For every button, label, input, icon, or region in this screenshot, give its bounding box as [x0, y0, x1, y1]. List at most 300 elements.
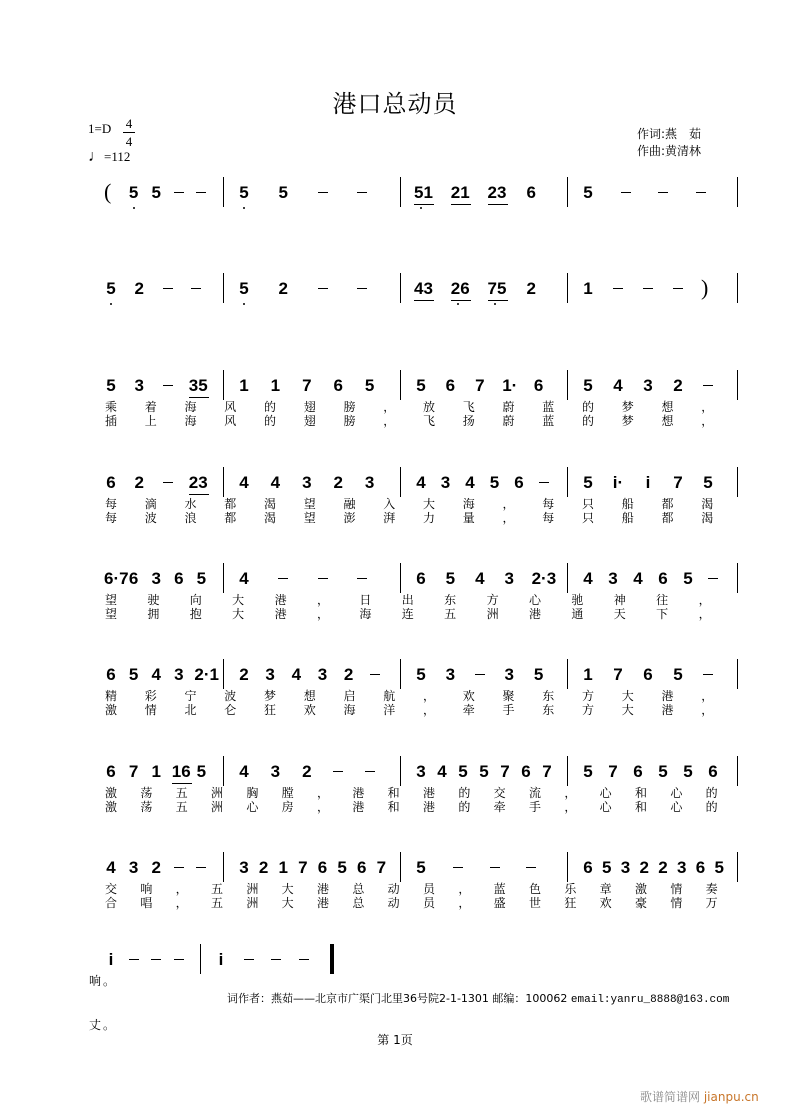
lyric-char: 每	[104, 511, 117, 525]
lyric-char: 每	[542, 511, 555, 525]
lyric-char: 驶	[147, 593, 160, 607]
dash	[658, 192, 668, 193]
note: 5	[196, 569, 207, 588]
note: i	[645, 473, 651, 492]
lyric-char: 情	[670, 882, 683, 896]
note: 4	[633, 569, 643, 588]
note: 6	[445, 376, 456, 395]
lyric-char: 梦	[263, 689, 276, 703]
note: 6	[643, 665, 653, 684]
note: 6	[533, 376, 544, 395]
note: 3	[302, 473, 312, 492]
dash	[333, 771, 343, 772]
lyric-char: 只	[581, 497, 594, 511]
note: 5	[683, 569, 693, 588]
note: 6	[633, 762, 643, 781]
note: 2	[673, 376, 683, 395]
key-signature: 1=D	[88, 121, 112, 136]
note: 2	[134, 279, 144, 298]
lyric-char: 盛	[493, 896, 506, 910]
lyric-char: 通	[571, 607, 584, 621]
eighth-underline	[414, 300, 434, 301]
lyric-char: ，	[502, 511, 515, 525]
dash	[613, 288, 623, 289]
note: 3	[445, 665, 456, 684]
lyric-char: ，	[701, 400, 714, 414]
note: 3	[440, 473, 451, 492]
lyric-char: 港	[274, 607, 287, 621]
note: 5	[416, 376, 426, 395]
note: 6	[708, 762, 718, 781]
note: 2	[302, 762, 312, 781]
note: 5	[106, 376, 116, 395]
note: 6	[583, 858, 593, 877]
lyric-char: ，	[701, 703, 714, 717]
lyric-char: 港	[352, 786, 365, 800]
lyric-char: ，	[316, 607, 329, 621]
note: 2	[278, 279, 288, 298]
note: 6	[514, 473, 524, 492]
lyric-char: 心	[599, 786, 612, 800]
low-octave-dot	[420, 207, 422, 209]
dash	[191, 288, 201, 289]
note: i	[108, 950, 114, 969]
note: 4	[613, 376, 623, 395]
lyric-char: 的	[263, 414, 276, 428]
lyric-char: 员	[422, 882, 435, 896]
lyric-char: 荡	[140, 786, 153, 800]
lyric-char: 每	[542, 497, 555, 511]
dash	[244, 959, 254, 960]
lyric-char: 港	[661, 703, 674, 717]
note: 3	[416, 762, 426, 781]
eighth-underline	[189, 397, 209, 398]
note: 5	[278, 183, 288, 202]
lyric-char: 方	[581, 689, 594, 703]
page-number: 第 1页	[377, 1033, 413, 1047]
lyric-char: 都	[224, 497, 237, 511]
lyric-char: 大	[232, 607, 245, 621]
lyric-char: 渴	[263, 511, 276, 525]
lyric-char: 世	[528, 896, 541, 910]
lyric-char: 和	[387, 800, 400, 814]
dash	[129, 959, 139, 960]
lyric-char: 航	[383, 689, 396, 703]
note: 7	[128, 762, 139, 781]
note: 7	[542, 762, 552, 781]
lyric-char: 的	[458, 800, 471, 814]
paren: (	[104, 179, 112, 204]
note: 6	[333, 376, 343, 395]
dash	[278, 578, 288, 579]
note: 2	[333, 473, 343, 492]
dash	[703, 385, 713, 386]
lyric-char: 东	[542, 689, 555, 703]
barline	[567, 852, 568, 882]
note: 6	[521, 762, 531, 781]
lyric-char: 精	[104, 689, 117, 703]
lyric-char: 量	[462, 511, 475, 525]
barline	[567, 659, 568, 689]
lyric-char: 欢	[303, 703, 316, 717]
lyric-char: 港	[316, 896, 329, 910]
lyric-char: 抱	[189, 607, 202, 621]
lyric-char: 翅	[303, 400, 316, 414]
lyric-char: ，	[422, 689, 435, 703]
lyric-char: 乘	[104, 400, 117, 414]
lyric-char: 波	[144, 511, 157, 525]
note: 5	[583, 473, 593, 492]
lyric-char: 方	[581, 703, 594, 717]
barline	[567, 177, 568, 207]
lyric-char: 。	[102, 1018, 115, 1032]
note: 5	[583, 762, 593, 781]
barline	[737, 852, 738, 882]
note: 26	[450, 279, 470, 298]
note: 5	[196, 762, 207, 781]
note: 5	[533, 665, 544, 684]
score-line	[0, 275, 790, 339]
lyric-char: 北	[184, 703, 197, 717]
quarter-note-icon: ♩	[88, 148, 104, 165]
note: 2	[134, 473, 144, 492]
barline	[223, 756, 224, 786]
lyric-char: 大	[281, 896, 294, 910]
eighth-underline	[189, 494, 209, 495]
note: 5	[239, 183, 249, 202]
lyric-char: 荡	[140, 800, 153, 814]
barline	[737, 563, 738, 593]
eighth-underline	[451, 300, 471, 301]
lyric-char: 心	[599, 800, 612, 814]
barline	[200, 944, 201, 974]
lyric-char: 港	[661, 689, 674, 703]
note: 3	[504, 569, 514, 588]
lyric-char: 牵	[462, 703, 475, 717]
note: 5	[416, 858, 426, 877]
note: 5	[416, 665, 426, 684]
lyric-char: 大	[621, 703, 634, 717]
barline	[737, 370, 738, 400]
dash	[163, 288, 173, 289]
barline	[400, 467, 401, 497]
note: 23	[188, 473, 208, 492]
lyric-char: 响	[88, 974, 101, 988]
lyric-char: 蓝	[542, 414, 555, 428]
note: 5	[239, 279, 249, 298]
lyric-char: 融	[343, 497, 356, 511]
barline	[567, 370, 568, 400]
lyric-char: 流	[528, 786, 541, 800]
lyric-char: 聚	[502, 689, 515, 703]
note: 2·1	[194, 665, 219, 684]
lyric-char: 下	[656, 607, 669, 621]
lyric-char: 港	[316, 882, 329, 896]
dash	[174, 867, 184, 868]
note: 5	[445, 569, 456, 588]
lyric-char: 动	[387, 882, 400, 896]
lyric-char: 入	[383, 497, 396, 511]
barline	[223, 467, 224, 497]
lyric-char: 出	[401, 593, 414, 607]
lyric-char: 情	[144, 703, 157, 717]
score-line	[0, 179, 790, 243]
lyric-char: 激	[104, 800, 117, 814]
lyric-char: 牵	[493, 800, 506, 814]
barline	[737, 177, 738, 207]
dash	[271, 959, 281, 960]
lyric-char: 和	[634, 786, 647, 800]
lyric-char: 水	[184, 497, 197, 511]
lyric-char: 手	[502, 703, 515, 717]
lyric-char: 望	[303, 511, 316, 525]
lyric-char: 船	[621, 497, 634, 511]
lyric-char: 想	[661, 400, 674, 414]
lyric-char: 波	[224, 689, 237, 703]
dash	[151, 959, 161, 960]
note: 7	[500, 762, 510, 781]
barline	[400, 852, 401, 882]
lyric-char: 渴	[701, 511, 714, 525]
note: 3	[317, 665, 328, 684]
lyric-char: 力	[422, 511, 435, 525]
note: 4	[475, 569, 485, 588]
lyric-char: ，	[701, 689, 714, 703]
note: 3	[151, 569, 161, 588]
lyric-char: 拥	[147, 607, 160, 621]
paren: )	[701, 275, 709, 300]
barline	[223, 370, 224, 400]
barline	[223, 177, 224, 207]
note: 4	[106, 858, 116, 877]
lyric-char: 风	[224, 414, 237, 428]
lyric-char: 方	[486, 593, 499, 607]
note: 5	[364, 376, 375, 395]
lyric-char: 色	[528, 882, 541, 896]
lyric-char: 驰	[571, 593, 584, 607]
dash	[357, 578, 367, 579]
lyric-char: 豪	[634, 896, 647, 910]
lyric-char: 大	[281, 882, 294, 896]
note: 4	[465, 473, 475, 492]
lyric-char: 都	[661, 497, 674, 511]
lyric-char: 港	[422, 786, 435, 800]
lyric-char: 章	[599, 882, 612, 896]
dash	[299, 959, 309, 960]
lyric-char: 。	[102, 974, 115, 988]
credits	[637, 126, 701, 160]
note: 6	[317, 858, 328, 877]
lyric-char: 蓝	[493, 882, 506, 896]
lyric-char: 浪	[184, 511, 197, 525]
dash	[318, 192, 328, 193]
dash	[174, 192, 184, 193]
lyricist: 作词:燕 茹	[637, 127, 702, 141]
note: 5	[479, 762, 489, 781]
note: 1	[239, 376, 249, 395]
lyric-char: 海	[359, 607, 372, 621]
lyric-char: 湃	[383, 511, 396, 525]
note: 4	[239, 762, 249, 781]
lyric-char: ，	[175, 882, 188, 896]
note: 3	[174, 665, 184, 684]
lyric-char: 万	[705, 896, 718, 910]
note: 3	[128, 858, 139, 877]
lyric-char: 滴	[144, 497, 157, 511]
note: 4	[583, 569, 593, 588]
note: 4	[239, 473, 249, 492]
lyric-char: 港	[274, 593, 287, 607]
lyric-char: 丈	[88, 1018, 101, 1032]
note: 7	[613, 665, 623, 684]
dash	[174, 959, 184, 960]
note: 7	[376, 858, 387, 877]
lyric-char: 的	[705, 786, 718, 800]
low-octave-dot	[243, 303, 245, 305]
note: 3	[608, 569, 618, 588]
lyric-char: 总	[352, 896, 365, 910]
note: 6·7	[104, 569, 129, 588]
lyric-char: 插	[104, 414, 117, 428]
note: 3	[677, 858, 687, 877]
lyric-char: ，	[458, 882, 471, 896]
barline	[737, 659, 738, 689]
lyric-char: 房	[281, 800, 294, 814]
note: 16	[171, 762, 191, 781]
barline	[400, 563, 401, 593]
lyric-char: 梦	[621, 400, 634, 414]
lyric-char: 大	[621, 689, 634, 703]
dash	[453, 867, 463, 868]
lyric-char: 员	[422, 896, 435, 910]
note: 3	[239, 858, 249, 877]
lyric-char: 澎	[343, 511, 356, 525]
author-contact: 词作者：燕茹——北京市广渠门北里36号院2-1-1301 邮编：100062 email:yanru_8888@163.com	[227, 992, 730, 1006]
dash	[370, 674, 380, 675]
lyric-char: 翅	[303, 414, 316, 428]
note: 6	[174, 569, 184, 588]
lyric-char: 的	[458, 786, 471, 800]
note: 6	[357, 858, 367, 877]
dash	[357, 192, 367, 193]
lyric-char: 五	[175, 786, 188, 800]
dash	[708, 578, 718, 579]
lyric-char: 胸	[246, 786, 259, 800]
lyric-char: 欢	[599, 896, 612, 910]
lyric-char: 望	[104, 593, 117, 607]
lyric-char: ，	[422, 703, 435, 717]
note: 2	[526, 279, 536, 298]
barline	[400, 370, 401, 400]
lyric-char: ，	[564, 800, 577, 814]
lyric-char: 的	[581, 414, 594, 428]
lyric-char: 宁	[184, 689, 197, 703]
lyric-char: 大	[422, 497, 435, 511]
lyric-char: 五	[210, 882, 223, 896]
lyric-char: 都	[661, 511, 674, 525]
lyric-char: 狂	[564, 896, 577, 910]
lyric-char: 只	[581, 511, 594, 525]
dash	[196, 192, 206, 193]
lyric-char: 都	[224, 511, 237, 525]
note: 4	[239, 569, 249, 588]
lyric-char: ，	[564, 786, 577, 800]
score-line	[0, 569, 790, 629]
barline	[567, 467, 568, 497]
lyric-char: 欢	[462, 689, 475, 703]
lyric-char: 激	[104, 786, 117, 800]
lyric-char: 膀	[343, 400, 356, 414]
lyric-char: 心	[246, 800, 259, 814]
note: 75	[487, 279, 507, 298]
note: 4	[416, 473, 426, 492]
note: 5	[673, 665, 683, 684]
note: 5	[658, 762, 668, 781]
lyric-char: 港	[528, 607, 541, 621]
note: 3	[265, 665, 275, 684]
barline	[223, 563, 224, 593]
lyric-char: 蔚	[502, 414, 515, 428]
note: i	[218, 950, 224, 969]
note: 3	[364, 473, 375, 492]
lyric-char: 船	[621, 511, 634, 525]
lyric-char: 海	[462, 497, 475, 511]
note: 5	[106, 279, 116, 298]
lyric-char: 洲	[246, 896, 259, 910]
lyric-char: 海	[343, 703, 356, 717]
note: 3	[620, 858, 631, 877]
note: 4	[270, 473, 281, 492]
dash	[318, 288, 328, 289]
lyric-char: 风	[224, 400, 237, 414]
lyric-char: 五	[210, 896, 223, 910]
note: 6	[416, 569, 426, 588]
barline	[223, 659, 224, 689]
lyric-char: 激	[104, 703, 117, 717]
note: 7	[298, 858, 308, 877]
lyric-char: 交	[493, 786, 506, 800]
lyric-char: 着	[144, 400, 157, 414]
note: 2	[343, 665, 354, 684]
score-line	[0, 473, 790, 533]
eighth-underline	[172, 783, 192, 784]
lyric-char: 日	[359, 593, 372, 607]
lyric-char: ，	[316, 800, 329, 814]
note: 5	[337, 858, 347, 877]
lyric-char: 往	[656, 593, 669, 607]
lyric-char: ，	[316, 593, 329, 607]
lyric-char: 渴	[701, 497, 714, 511]
note: 3	[134, 376, 144, 395]
note: 7	[302, 376, 312, 395]
barline	[400, 756, 401, 786]
lyric-char: 放	[422, 400, 435, 414]
lyric-char: 响	[140, 882, 153, 896]
note: 7	[673, 473, 683, 492]
lyric-char: 膛	[281, 786, 294, 800]
lyric-char: 动	[387, 896, 400, 910]
lyric-char: ，	[698, 593, 711, 607]
score-line	[0, 376, 790, 436]
note: 3	[643, 376, 653, 395]
eighth-underline	[414, 204, 434, 205]
lyric-char: ，	[701, 414, 714, 428]
lyric-char: 向	[189, 593, 202, 607]
note: 6	[695, 858, 706, 877]
watermark: 歌谱简谱网 jianpu.cn	[640, 1090, 759, 1104]
lyric-char: 五	[175, 800, 188, 814]
lyric-char: 连	[401, 607, 414, 621]
